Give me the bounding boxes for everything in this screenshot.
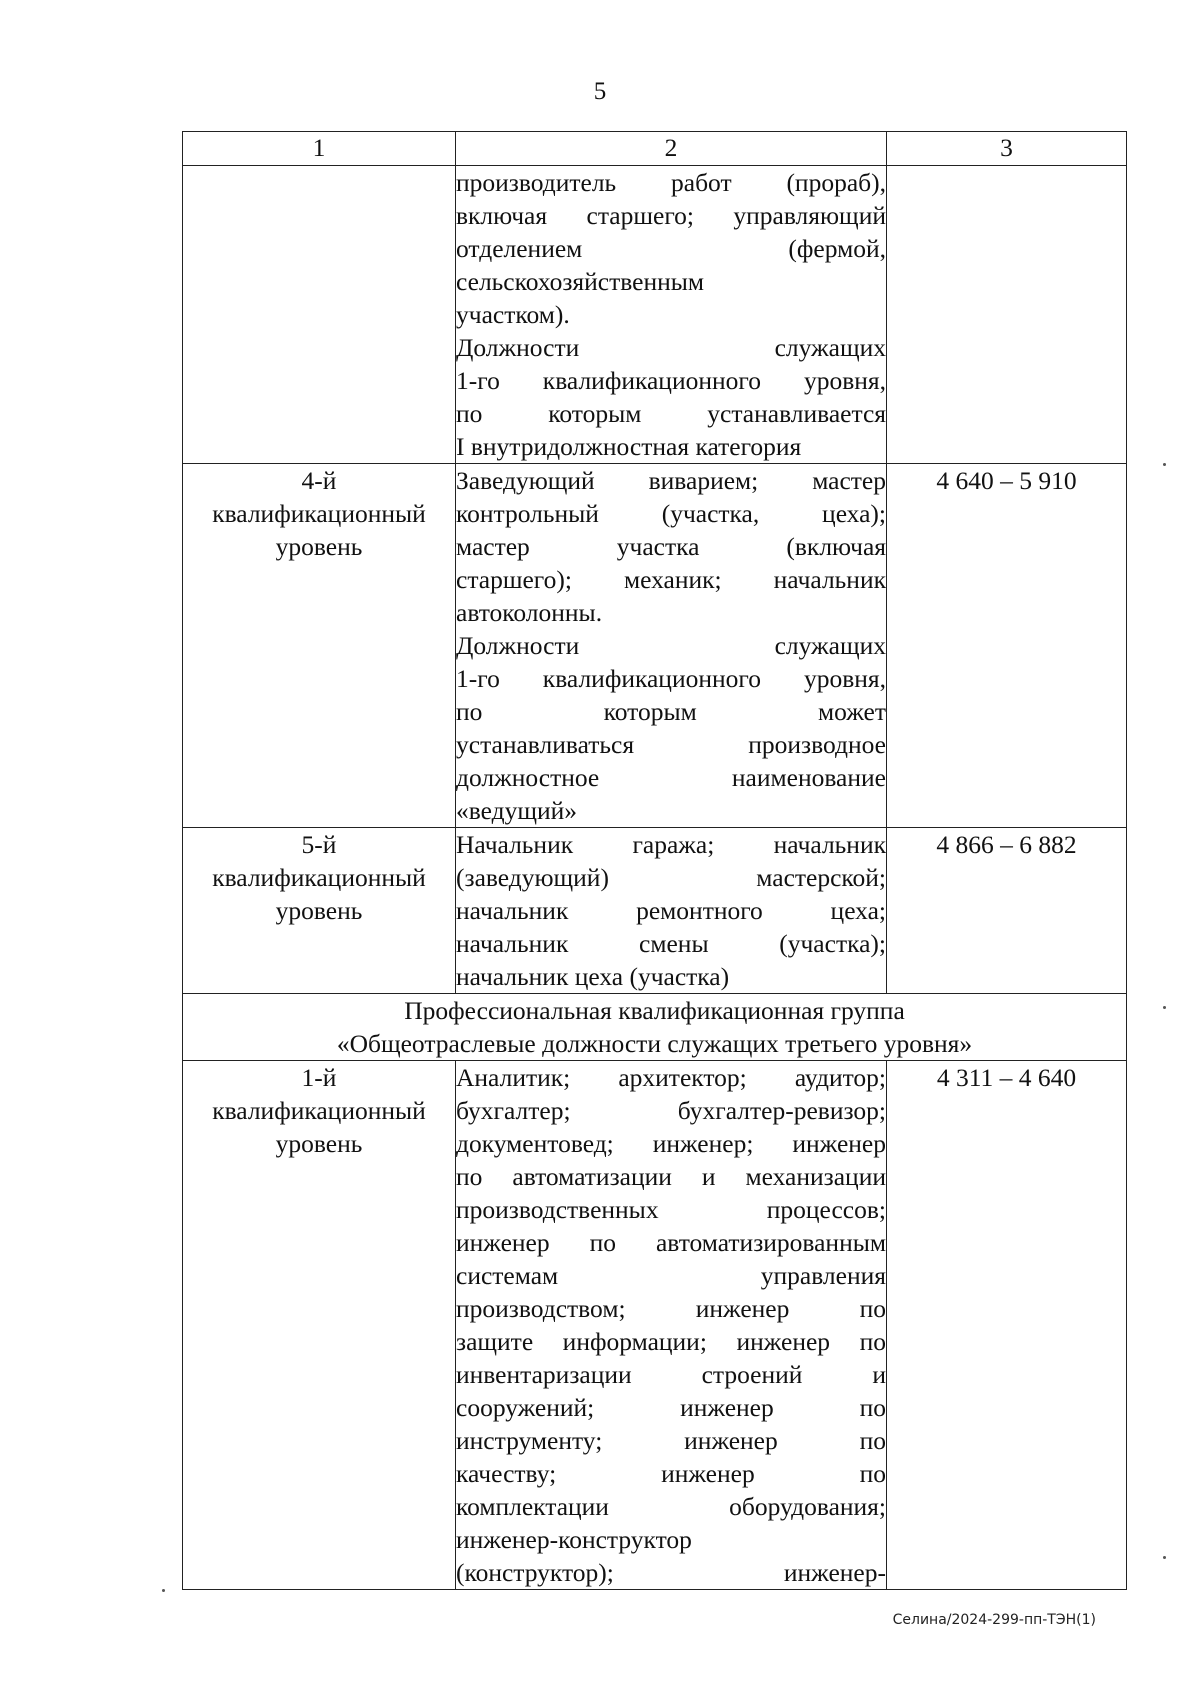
positions-line: производственных процессов; — [456, 1195, 886, 1224]
positions-cell — [456, 828, 887, 994]
table-row — [183, 828, 1127, 994]
positions-line: (заведующий) мастерской; — [456, 863, 886, 892]
level-cell — [183, 1061, 456, 1590]
positions-line: сооружений; инженер по — [456, 1393, 886, 1422]
positions-line: начальник ремонтного цеха; — [456, 896, 886, 925]
positions-line: Должности служащих — [456, 631, 886, 660]
salary-table — [182, 131, 1127, 1590]
positions-line: Начальник гаража; начальник — [456, 830, 886, 859]
positions-line: контрольный (участка, цеха); — [456, 499, 886, 528]
level-cell — [183, 166, 456, 464]
level-word: 1-й — [301, 1063, 337, 1092]
scan-speck — [1163, 463, 1166, 466]
positions-line: включая старшего; управляющий — [456, 201, 886, 230]
level-word: уровень — [275, 532, 363, 561]
positions-line: начальник смены (участка); — [456, 929, 886, 958]
positions-line: инвентаризации строений и — [456, 1360, 886, 1389]
positions-line: инженер по автоматизированным — [456, 1228, 886, 1257]
table-row — [183, 464, 1127, 828]
salary-cell: 4 866 – 6 882 — [887, 828, 1127, 994]
level-word: 4-й — [301, 466, 337, 495]
positions-line: I внутридолжностная категория — [456, 432, 802, 461]
positions-line: производитель работ (прораб), — [456, 168, 886, 197]
positions-line: бухгалтер; бухгалтер-ревизор; — [456, 1096, 886, 1125]
positions-line: устанавливаться производное — [456, 730, 886, 759]
positions-line: по автоматизации и механизации — [456, 1162, 886, 1191]
scan-speck — [1163, 1556, 1166, 1559]
positions-line: Аналитик; архитектор; аудитор; — [456, 1063, 886, 1092]
document-code: Селина/2024-299-пп-ТЭН(1) — [892, 1612, 1096, 1628]
scan-speck — [1163, 1006, 1166, 1009]
positions-cell — [456, 166, 887, 464]
level-word: 5-й — [301, 830, 337, 859]
positions-line: сельскохозяйственным — [456, 267, 705, 296]
positions-line: отделением (фермой, — [456, 234, 886, 263]
positions-line: Должности служащих — [456, 333, 886, 362]
level-word: квалификационный — [212, 1096, 426, 1125]
group-heading-line-1: Профессиональная квалификационная группа — [404, 996, 905, 1025]
positions-line: 1-го квалификационного уровня, — [456, 366, 886, 395]
salary-cell: 4 311 – 4 640 — [887, 1061, 1127, 1590]
positions-cell — [456, 1061, 887, 1590]
positions-line: инженер-конструктор — [456, 1525, 692, 1554]
salary-cell: 4 640 – 5 910 — [887, 464, 1127, 828]
level-word: уровень — [275, 896, 363, 925]
group-heading-row — [183, 994, 1127, 1061]
scan-speck — [162, 1589, 165, 1592]
header-col-3: 3 — [887, 132, 1127, 166]
positions-line: документовед; инженер; инженер — [456, 1129, 886, 1158]
header-col-1: 1 — [183, 132, 456, 166]
group-heading-line-2: «Общеотраслевые должности служащих третьего уровня» — [336, 1029, 973, 1058]
page-number: 5 — [593, 78, 607, 105]
positions-cell — [456, 464, 887, 828]
positions-line: по которым устанавливается — [456, 399, 886, 428]
positions-line: качеству; инженер по — [456, 1459, 886, 1488]
header-col-2: 2 — [456, 132, 887, 166]
positions-line: старшего); механик; начальник — [456, 565, 886, 594]
level-cell — [183, 464, 456, 828]
level-word: уровень — [275, 1129, 363, 1158]
positions-line: Заведующий виварием; мастер — [456, 466, 886, 495]
positions-line: автоколонны. — [456, 598, 603, 627]
table-header-row — [183, 132, 1127, 166]
positions-line: мастер участка (включая — [456, 532, 886, 561]
table-row — [183, 1061, 1127, 1590]
positions-line: (конструктор); инженер- — [456, 1558, 886, 1587]
positions-line: участком). — [456, 300, 570, 329]
level-word: квалификационный — [212, 499, 426, 528]
positions-line: системам управления — [456, 1261, 886, 1290]
level-word: квалификационный — [212, 863, 426, 892]
positions-line: производством; инженер по — [456, 1294, 886, 1323]
positions-line: должностное наименование — [456, 763, 886, 792]
salary-cell — [887, 166, 1127, 464]
positions-line: 1-го квалификационного уровня, — [456, 664, 886, 693]
positions-line: защите информации; инженер по — [456, 1327, 886, 1356]
level-cell — [183, 828, 456, 994]
group-heading — [183, 994, 1127, 1061]
positions-line: комплектации оборудования; — [456, 1492, 886, 1521]
positions-line: начальник цеха (участка) — [456, 962, 730, 991]
table-row — [183, 166, 1127, 464]
positions-line: «ведущий» — [456, 796, 578, 825]
positions-line: инструменту; инженер по — [456, 1426, 886, 1455]
positions-line: по которым может — [456, 697, 886, 726]
